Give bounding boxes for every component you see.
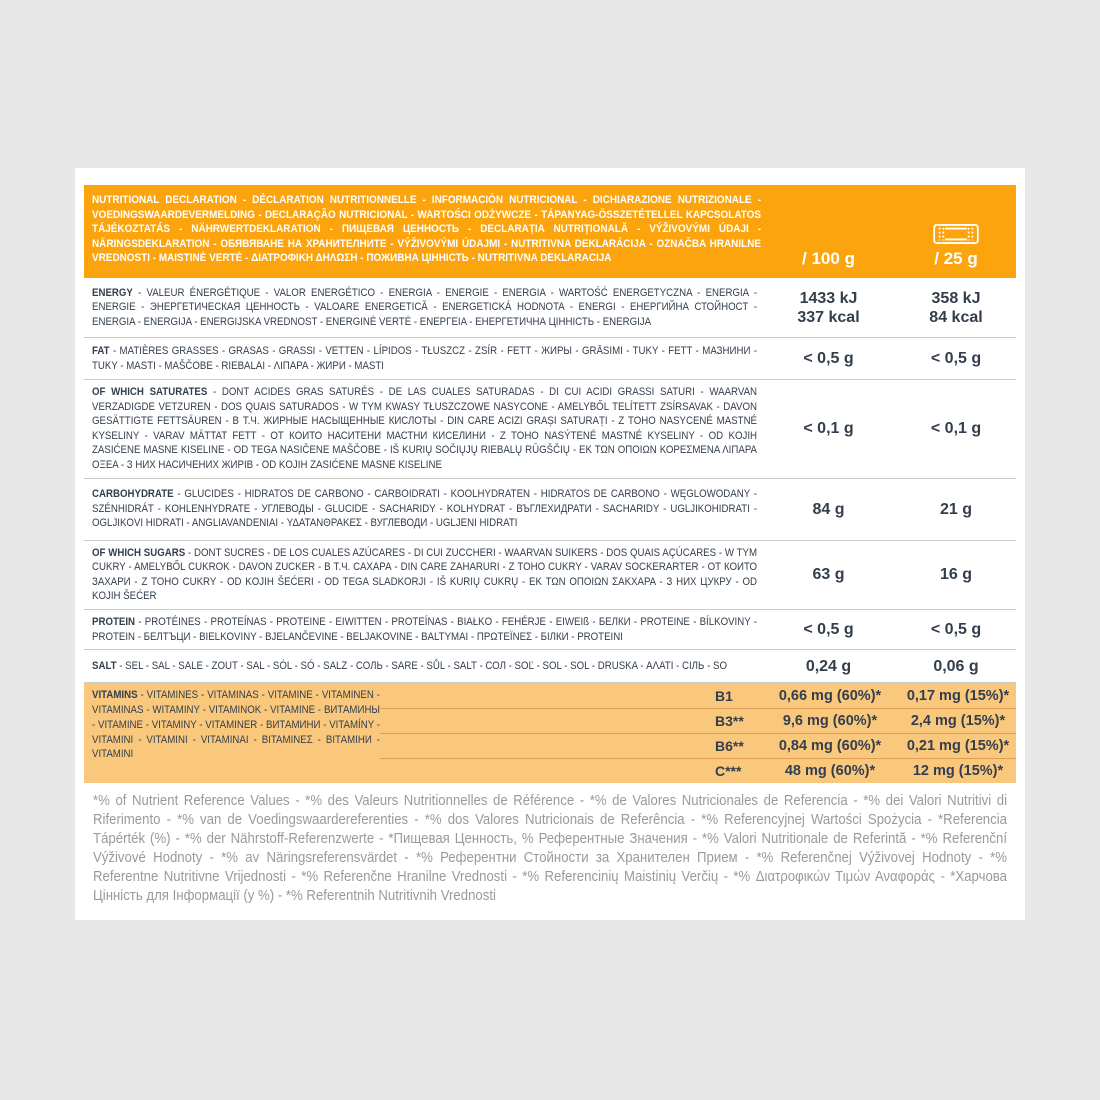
vitamin-value-per-100g: 0,66 mg (60%)* xyxy=(778,687,882,704)
nutrient-name: PROTEIN xyxy=(92,615,136,628)
nutrient-translations: - VALEUR ÉNERGÉTIQUE - VALOR ENERGÉTICO - ENERGIA - ENERGIE - ENERGIA - WARTOŚĆ ENERGETYCZNA - ENERGIA - ENERGIE - ЭНЕРГЕТИЧЕСКАЯ ЦЕННОСТЬ - VALOARE ENERGETICĂ - ENERGETICKÁ HODNOTA - ENERGI - ЕНЕРГИЙНА СТОЙНОСТ - ENERGIA - ENERGIJA - ENERGIJSKA VREDNOST - ENERGINĖ VERTĖ - ΕΝΕΡΓΕΙΑ - ЕНЕРГЕТИЧНА ЦІННІСТЬ - ENERGIJA xyxy=(92,286,758,328)
nutrient-translations: - PROTÉINES - PROTEÍNAS - PROTEINE - EIWITTEN - PROTEÍNAS - BIAŁKO - FEHÉRJE - EIWEIß - БЕЛКИ - PROTEINE - BÍLKOVINY - PROTEIN - БЕЛТЪЦИ - BIELKOVINY - BJELANČEVINE - BELJAKOVINE - BALTYMAI - ΠΡΩΤΕΪΝΕΣ - БІЛКИ - PROTEINI xyxy=(92,615,758,643)
vitamin-value-per-100g: 48 mg (60%)* xyxy=(784,763,876,780)
reference-values-footnote xyxy=(93,791,1007,905)
table-row-salt xyxy=(84,650,1016,683)
table-row-saturates xyxy=(84,380,1016,479)
nutrition-label-card xyxy=(75,168,1025,920)
nutrient-translations: - DONT ACIDES GRAS SATURÉS - DE LAS CUALES SATURADAS - DI CUI ACIDI GRASSI SATURI - WAARVAN VERZADIGDE VETZUREN - DOS QUAIS SATURADOS - W TYM KWASY TŁUSZCZOWE NASYCONE - AMELYBŐL TELÍTETT ZSÍRSAVAK - DAVON GESÄTTIGTE FETTSÄUREN - В Т.Ч. ЖИРНЫЕ НАСЫЩЕННЫЕ КИСЛОТЫ - DIN CARE ACIZI GRAȘI SATURAȚI - Z TOHO NASYCENÉ MASTNÉ KYSELINY - VARAV MÄTTAT FETT - ОТ КОИТО НАСИТЕНИ МАСТНИ КИСЕЛИНИ - Z TOHO NASÝTENÉ MASTNÉ KYSELINY - OD KOJIH ZASIĆENE MASNE KISELINE - OD TEGA NASIČENE MAŠČOBE - IŠ KURIŲ SOČIŲJŲ RIEBALŲ RŪGŠČIŲ - ΕΚ ΤΩΝ ΟΠΟΙΩΝ ΚΟΡΕΣΜΕΝΑ ΛΙΠΑΡΑ ΟΞΕΑ - З НИХ НАСИЧЕНИХ ЖИРІВ - OD KOJIH ZASIĆENE MASNE KISELINE xyxy=(92,386,758,471)
row-label xyxy=(84,541,761,609)
nutrient-translations: - SEL - SAL - SALE - ZOUT - SAL - SÓL - SÓ - SALZ - СОЛЬ - SARE - SŮL - SALT - СОЛ - SOĽ - SOL - SOL - DRUSKA - ΑΛΑΤΙ - СІЛЬ - SO xyxy=(116,659,727,672)
row-label xyxy=(84,281,761,335)
nutrient-name: ENERGY xyxy=(92,286,133,299)
row-label xyxy=(84,482,761,536)
column-header-per-25g xyxy=(896,185,1016,278)
vitamin-id: B3** xyxy=(715,713,744,730)
table-row-sugars xyxy=(84,541,1016,610)
vitamins-label-cell xyxy=(84,683,380,783)
vitamins-section xyxy=(84,683,1016,783)
value-per-100g: < 0,1 g xyxy=(803,420,854,438)
row-label xyxy=(84,339,761,378)
row-label xyxy=(84,380,761,478)
value-per-25g: 358 kJ 84 kcal xyxy=(929,289,983,326)
table-row-fat xyxy=(84,338,1016,380)
energy-bar-icon xyxy=(933,224,979,244)
vitamin-value-per-100g: 0,84 mg (60%)* xyxy=(778,738,882,755)
table-row-protein xyxy=(84,610,1016,650)
nutrient-name: FAT xyxy=(92,344,110,357)
value-per-25g: < 0,5 g xyxy=(930,621,982,639)
per-100g-label: / 100 g xyxy=(802,249,855,268)
nutrient-translations: - MATIÈRES GRASSES - GRASAS - GRASSI - VETTEN - LÍPIDOS - TŁUSZCZ - ZSÍR - FETT - ЖИРЫ - GRĀSIMI - TUKY - FETT - МАЗНИНИ - TUKY - MASTI - MAŠČOBE - RIEBALAI - ΛΙΠΑΡΑ - ЖИРИ - MASTI xyxy=(92,344,758,372)
value-per-100g: 63 g xyxy=(812,566,845,584)
per-25g-label: / 25 g xyxy=(934,249,978,268)
nutrient-name: SALT xyxy=(92,659,117,672)
nutrient-name: CARBOHYDRATE xyxy=(92,488,174,501)
value-per-100g: 0,24 g xyxy=(805,657,852,675)
vitamin-id: C*** xyxy=(715,763,742,780)
vitamin-value-per-25g: 12 mg (15%)* xyxy=(912,763,1004,780)
value-per-25g: 16 g xyxy=(939,566,972,584)
vitamin-row-b1 xyxy=(380,683,1016,708)
nutrition-table xyxy=(84,185,1016,905)
table-row-carbohydrate xyxy=(84,479,1016,541)
vitamin-row-b3 xyxy=(380,708,1016,733)
vitamins-name: VITAMINS xyxy=(92,689,138,702)
nutrient-name: OF WHICH SATURATES xyxy=(92,386,208,398)
vitamin-row-c xyxy=(380,758,1016,783)
nutrient-name: OF WHICH SUGARS xyxy=(92,546,186,559)
vitamin-value-per-25g: 0,17 mg (15%)* xyxy=(906,687,1010,704)
value-per-25g: 0,06 g xyxy=(933,657,979,675)
value-per-100g: < 0,5 g xyxy=(803,621,854,639)
row-label xyxy=(84,654,761,679)
vitamin-value-per-25g: 2,4 mg (15%)* xyxy=(910,713,1006,730)
column-header-per-100g xyxy=(761,185,896,278)
value-per-25g: 21 g xyxy=(939,500,972,518)
vitamin-value-per-100g: 9,6 mg (60%)* xyxy=(782,713,878,730)
vitamin-value-per-25g: 0,21 mg (15%)* xyxy=(906,738,1010,755)
value-per-100g: 1433 kJ 337 kcal xyxy=(797,289,860,326)
value-per-25g: < 0,5 g xyxy=(930,350,982,367)
value-per-25g: < 0,1 g xyxy=(930,420,982,438)
nutrient-translations: - GLUCIDES - HIDRATOS DE CARBONO - CARBOIDRATI - KOOLHYDRATEN - HIDRATOS DE CARBONO - WĘGLOWODANY - SZÉNHIDRÁT - KOHLENHYDRATE - УГЛЕВОДЫ - GLUCIDE - SACHARIDY - KOLHYDRAT - ВЪГЛЕХИДРАТИ - SACHARIDY - UGLJIKOHIDRATI - OGLJIKOVI HIDRATI - ANGLIAVANDENIAI - ΥΔΑΤΑΝΘΡΑΚΕΣ - ВУГЛЕВОДИ - UGLJENI HIDRATI xyxy=(92,488,758,530)
footnote-text: *% of Nutrient Reference Values - *% des Valeurs Nutritionnelles de Référence - *% de Valores Nutricionales de Referencia - *% dei Valori Nutritivi di Riferimento - *% van de Voedingswaardereferenties - *% dos Valores Nutricionais de Referência - *% Referencyjnej Wartości Spożycia - *Referencia Tápérték (%) - *% der Nährstoff-Referenzwerte - *Пищевая Ценность, % Референтные Значения - *% Valori Nutritionale de Referintă - *% Referenční Výživové Hodnoty - *% av Näringsreferensvärdet - *% Референтни Стойности за Хранителен Прием - *% Referenčnej Výživovej Hodnoty - *% Referentne Nutritivne Vrijednosti - *% Referenčne Hranilne Vrednosti - *% Referencinių Maistinių Verčių - *% Διατροφικών Τιμών Αναφοράς - *Харчова Цінність для Інформації (у %) - *% Referentnih Nutritivnih Vrednosti xyxy=(93,792,1007,905)
table-title: NUTRITIONAL DECLARATION - DÉCLARATION NUTRITIONNELLE - INFORMACIÓN NUTRICIONAL - DICHIARAZIONE NUTRIZIONALE - VOEDINGSWAARDEVERMELDING - DECLARAÇÃO NUTRICIONAL - WARTOŚCI ODŻYWCZE - TÁPANYAG-ÖSSZETÉTELLEL KAPCSOLATOS TÁJÉKOZTATÁS - NÄHRWERTDEKLARATION - ПИЩЕВАЯ ЦЕННОСТЬ - DECLARAȚIA NUTRIȚIONALĂ - VÝŽIVOVÝMI ÚDAJI - NÄRINGSDEKLARATION - ОБЯВЯВАНЕ НА ХРАНИТЕЛНИТЕ - VÝŽIVOVÝMI ÚDAJMI - NUTRITIVNA DEKLARÁCIJA - OZNAČBA HRANILNE VREDNOSTI - MAISTINĖ VERTĖ - ΔΙΑΤΡΟΦΙΚΗ ΔΗΛΩΣΗ - ПОЖИВНА ЦІННІСТЬ - NUTRITIVNA DEKLARACIJA xyxy=(92,194,761,265)
table-row-energy xyxy=(84,278,1016,338)
value-per-100g: 84 g xyxy=(812,500,845,518)
nutrient-translations: - DONT SUCRES - DE LOS CUALES AZÚCARES - DI CUI ZUCCHERI - WAARVAN SUIKERS - DOS QUAIS AÇÚCARES - W TYM CUKRY - AMELYBŐL CUKROK - DAVON ZUCKER - В Т.Ч. САХАРА - DIN CARE ZAHARURI - Z TOHO CUKRY - VARAV SOCKERARTER - ОТ КОИТО ЗАХАРИ - Z TOHO CUKRY - OD KOJIH ŠEĆERI - OD TEGA SLADKORJI - IŠ KURIŲ CUKRŲ - ΕΚ ΤΩΝ ΟΠΟΙΩΝ ΣΑΚΧΑΡΑ - З НИХ ЦУКРУ - OD KOJIH ŠEĆER xyxy=(92,546,758,603)
vitamins-values xyxy=(380,683,1016,783)
table-title-cell xyxy=(84,185,761,278)
value-per-100g: < 0,5 g xyxy=(803,350,854,367)
vitamin-id: B1 xyxy=(715,687,733,704)
vitamin-id: B6** xyxy=(715,738,744,755)
row-label xyxy=(84,610,761,649)
vitamin-row-b6 xyxy=(380,733,1016,758)
table-header xyxy=(84,185,1016,278)
vitamins-translations: - VITAMINES - VITAMINAS - VITAMINE - VITAMINEN - VITAMINAS - WITAMINY - VITAMINOK - VITAMINE - ВИТАМИНЫ - VITAMINE - VITAMINY - VITAMINER - ВИТАМИНИ - VITAMÍNY - VITAMINI - VITAMINI - VITAMINAI - ΒΙΤΑΜΙΝΕΣ - ВІТАМІНИ - VITAMINI xyxy=(92,689,380,761)
